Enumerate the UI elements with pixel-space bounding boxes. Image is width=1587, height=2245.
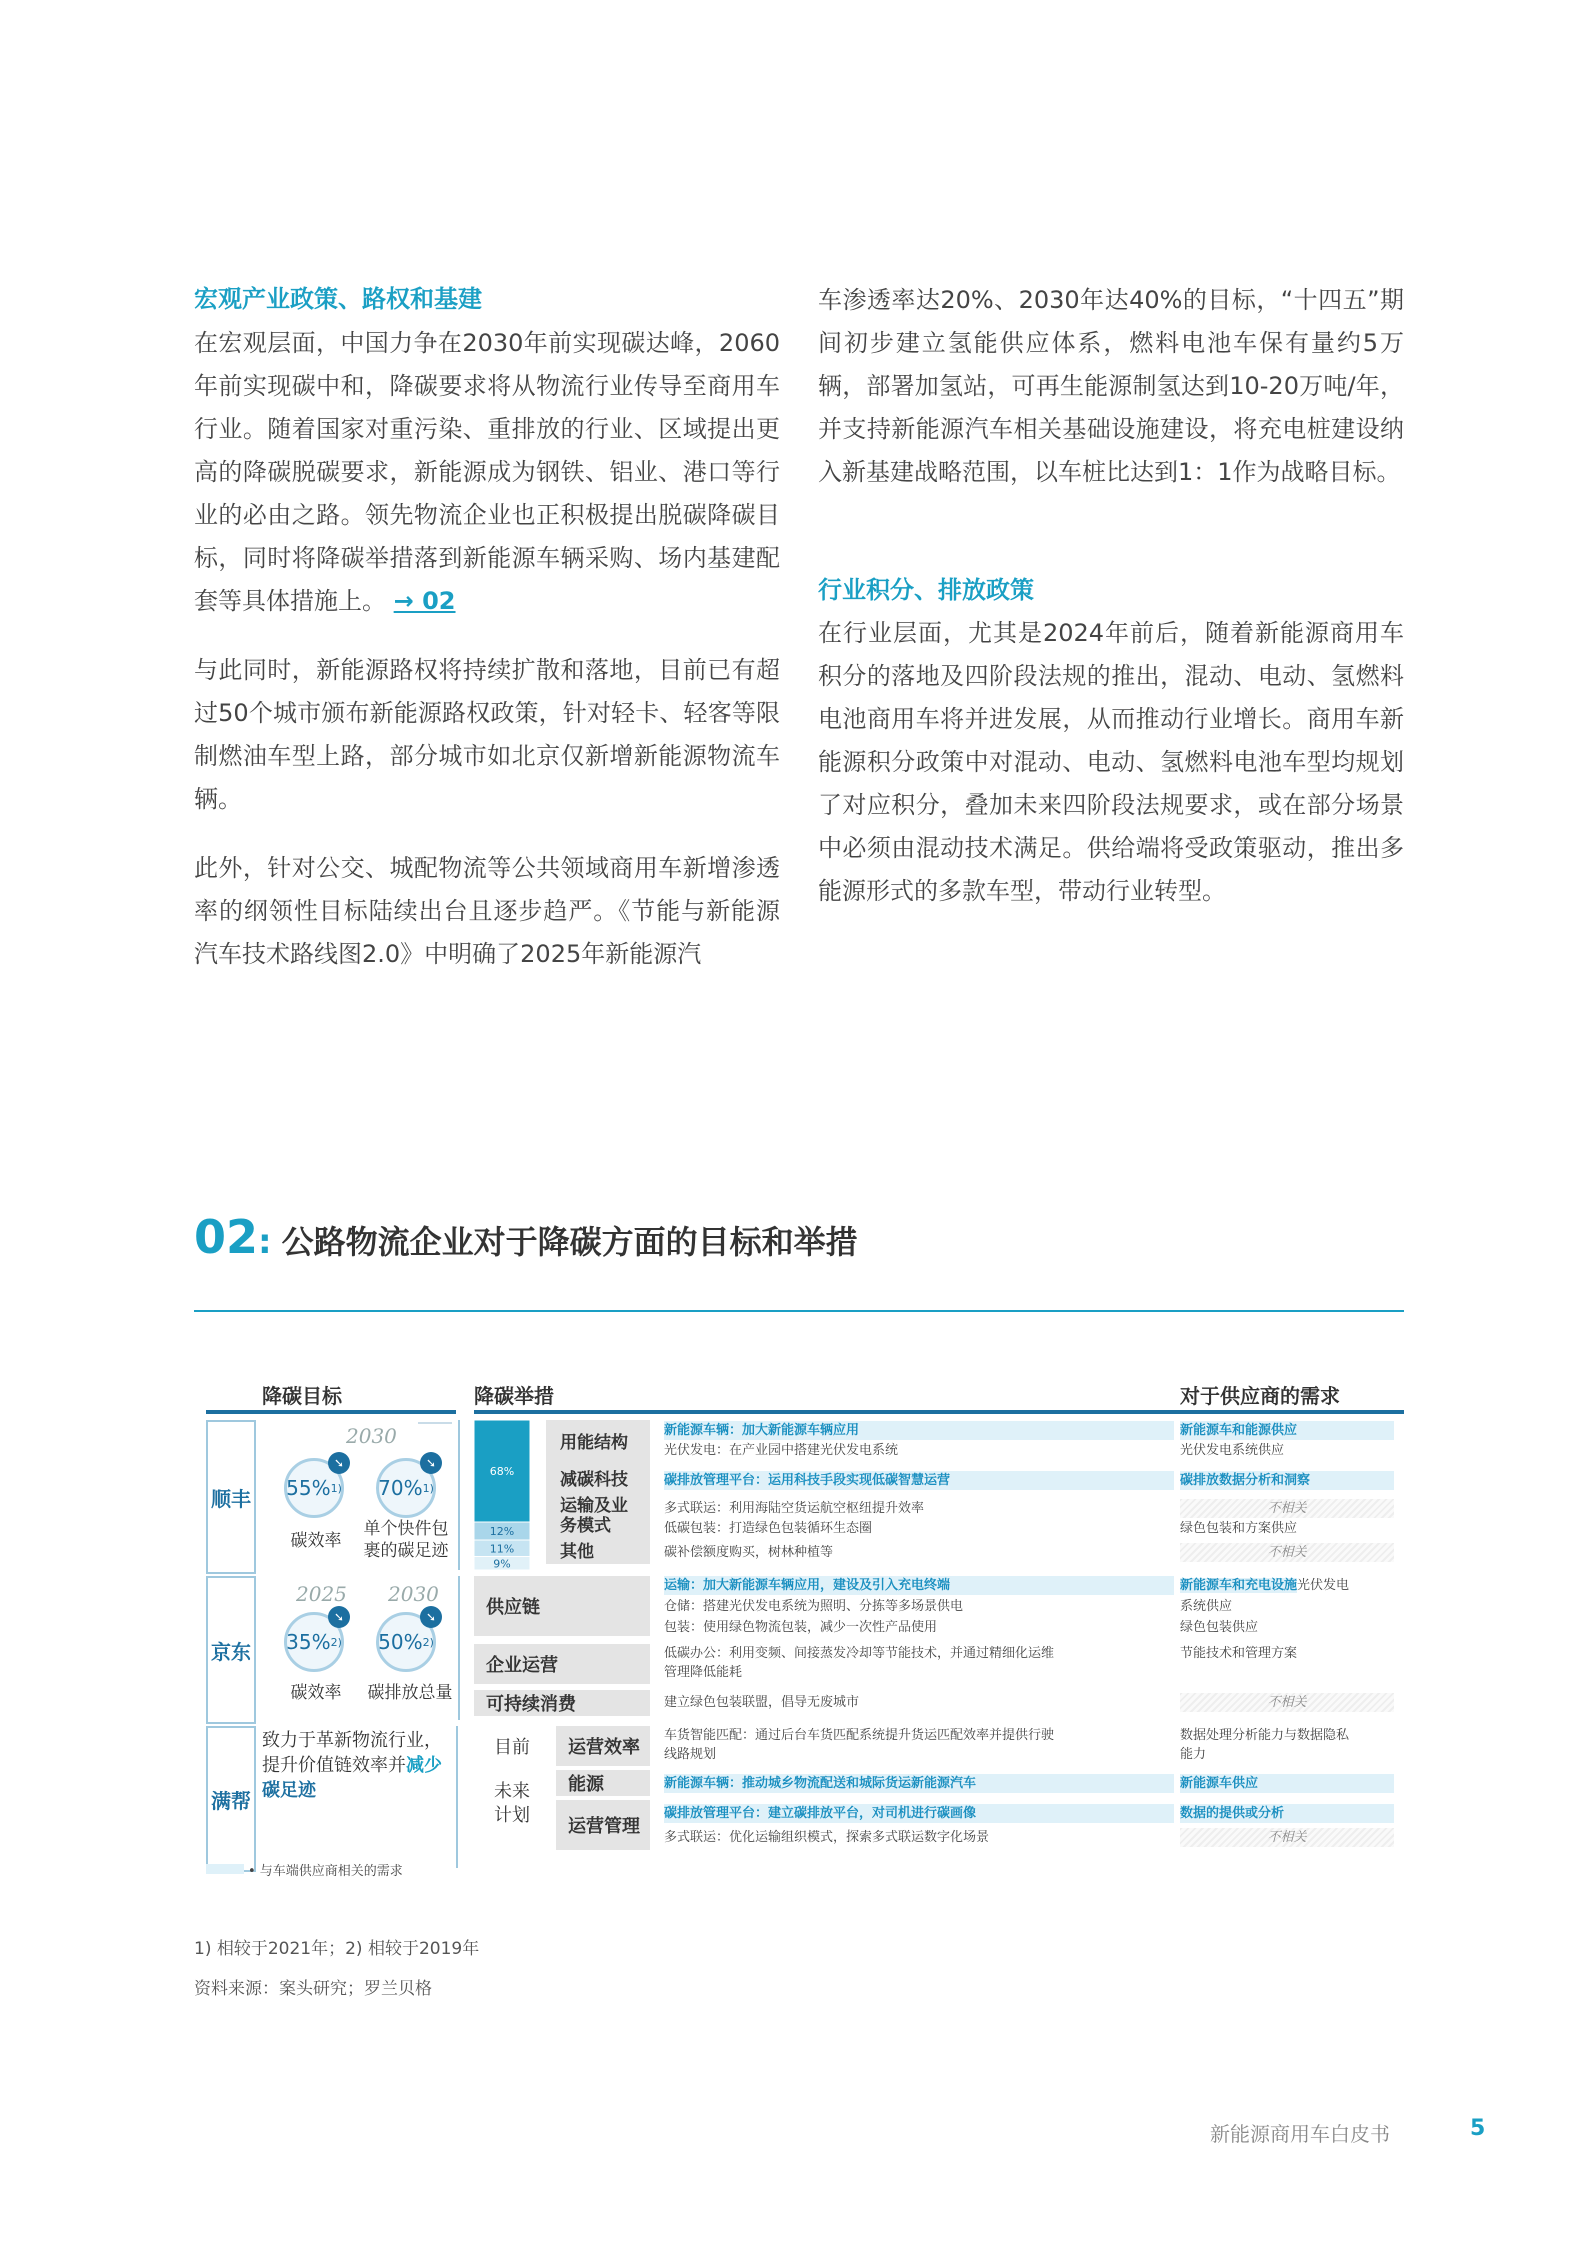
source-note: 资料来源：案头研究；罗兰贝格 bbox=[194, 1979, 432, 1999]
figure-title bbox=[194, 1210, 858, 1264]
category-efficiency: 运营效率 bbox=[556, 1726, 650, 1766]
label-future-plan: 未来 计划 bbox=[494, 1781, 530, 1826]
figure-divider bbox=[194, 1310, 1404, 1312]
label-current: 目前 bbox=[494, 1737, 530, 1758]
right-column-text bbox=[818, 279, 1404, 520]
measure-carbon-platform: 碳排放管理平台：运用科技手段实现低碳智慧运营 bbox=[664, 1471, 1174, 1490]
need-green-packaging: 绿色包装供应 bbox=[1180, 1620, 1259, 1635]
goal-circle-1: 35% 2) bbox=[284, 1612, 344, 1672]
need-ev-charging: 新能源车和充电设施光伏发电 bbox=[1180, 1578, 1350, 1593]
need-not-relevant: 不相关 bbox=[1180, 1828, 1394, 1847]
column-header-measures: 降碳举措 bbox=[474, 1384, 554, 1408]
company-name-jd: 京东 bbox=[211, 1639, 251, 1664]
arrow-icon: ➘ bbox=[328, 1452, 350, 1474]
need-carbon-data: 碳排放数据分析和洞察 bbox=[1180, 1471, 1394, 1490]
need-data-analysis: 数据的提供或分析 bbox=[1180, 1804, 1394, 1823]
category-sustainable-consumption: 可持续消费 bbox=[474, 1690, 650, 1716]
need-ev-supply: 新能源车供应 bbox=[1180, 1774, 1394, 1793]
section-heading-macro-policy: 宏观产业政策、路权和基建 bbox=[194, 285, 482, 313]
need-solar-supply: 光伏发电系统供应 bbox=[1180, 1443, 1285, 1458]
figure-colon: : bbox=[258, 1222, 272, 1262]
column-header-needs: 对于供应商的需求 bbox=[1180, 1384, 1340, 1408]
category-supply-chain: 供应链 bbox=[474, 1576, 650, 1636]
arrow-icon: ➘ bbox=[420, 1452, 442, 1474]
company-box-jd bbox=[206, 1576, 256, 1724]
measure-share-bar bbox=[474, 1420, 538, 1570]
goal-label-1: 碳效率 bbox=[290, 1683, 342, 1703]
left-column-text bbox=[194, 322, 780, 1002]
need-not-relevant: 不相关 bbox=[1180, 1693, 1394, 1712]
bar-segment-label: 68% bbox=[489, 1465, 515, 1478]
company-name-shunfeng: 顺丰 bbox=[211, 1486, 251, 1511]
measure-smart-matching: 车货智能匹配：通过后台车货匹配系统提升货运匹配效率并提供行驶 线路规划 bbox=[664, 1728, 1055, 1762]
category-carbon-tech: 减碳科技 bbox=[560, 1470, 628, 1490]
measure-green-packaging: 低碳包装：打造绿色包装循环生态圈 bbox=[664, 1521, 873, 1536]
measure-offset: 碳补偿额度购买，树林种植等 bbox=[664, 1545, 834, 1560]
goals-header-rule bbox=[206, 1410, 456, 1414]
category-operations: 企业运营 bbox=[474, 1644, 650, 1684]
section-heading-industry-credits: 行业积分、排放政策 bbox=[818, 576, 1034, 604]
legend-text: • 与车端供应商相关的需求 bbox=[248, 1864, 403, 1879]
need-not-relevant: 不相关 bbox=[1180, 1499, 1394, 1518]
measure-multimodal: 多式联运：利用海陆空货运航空枢纽提升效率 bbox=[664, 1501, 925, 1516]
goal-circle-2: 50% 2) bbox=[376, 1612, 436, 1672]
paragraph-industry: 在行业层面，尤其是2024年前后，随着新能源商用车积分的落地及四阶段法规的推出，混动、电动、氢燃料电池商用车将并进发展，从而推动行业增长。商用车新能源积分政策中对混动、电动、氢燃料电池车型均规划了对应积分，叠加未来四阶段法规要求，或在部分场景中必须由混动技术满足。供给端将受政策驱动，推出多能源形式的多款车型，带动行业转型。 bbox=[818, 619, 1404, 905]
column-header-goals: 降碳目标 bbox=[262, 1384, 342, 1408]
measure-packaging: 包装：使用绿色物流包装，减少一次性产品使用 bbox=[664, 1620, 938, 1635]
measure-multimodal: 多式联运：优化运输组织模式，探索多式联运数字化场景 bbox=[664, 1830, 990, 1845]
measure-warehouse: 仓储：搭建光伏发电系统为照明、分拣等多场景供电 bbox=[664, 1599, 964, 1614]
category-other: 其他 bbox=[560, 1542, 594, 1562]
footnote: 1) 相较于2021年；2) 相较于2019年 bbox=[194, 1939, 480, 1959]
bar-segment-label: 9% bbox=[493, 1557, 511, 1570]
jd-goals bbox=[258, 1576, 460, 1720]
goal-label-2: 碳排放总量 bbox=[367, 1683, 453, 1703]
measure-carbon-platform: 碳排放管理平台：建立碳排放平台，对司机进行碳画像 bbox=[664, 1804, 1174, 1823]
shunfeng-goals bbox=[258, 1420, 460, 1570]
category-operation-management: 运营管理 bbox=[556, 1800, 650, 1850]
figure-number: 02 bbox=[194, 1210, 259, 1264]
manbang-goal: 致力于革新物流行业， 提升价值链效率并减少 碳足迹 bbox=[262, 1730, 442, 1801]
goal-divider bbox=[456, 1726, 458, 1868]
company-name-manbang: 满帮 bbox=[211, 1788, 251, 1813]
arrow-icon: ➘ bbox=[420, 1606, 442, 1628]
need-energy-saving: 节能技术和管理方案 bbox=[1180, 1646, 1298, 1661]
bar-segment-label: 12% bbox=[489, 1525, 515, 1538]
company-box-manbang bbox=[206, 1726, 256, 1872]
year-2025: 2025 bbox=[296, 1582, 347, 1606]
goal-circle-1: 55% 1) bbox=[284, 1458, 344, 1518]
need-data-processing: 数据处理分析能力与数据隐私 能力 bbox=[1180, 1728, 1350, 1762]
measure-transport: 运输：加大新能源车辆应用，建设及引入充电终端 bbox=[664, 1576, 1174, 1595]
category-energy-structure: 用能结构 bbox=[560, 1433, 628, 1453]
measures-header-rule bbox=[474, 1410, 1404, 1414]
company-box-shunfeng bbox=[206, 1420, 256, 1574]
need-system-supply: 系统供应 bbox=[1180, 1599, 1233, 1614]
year-2030: 2030 bbox=[388, 1582, 439, 1606]
need-not-relevant: 不相关 bbox=[1180, 1543, 1394, 1562]
measure-green-alliance: 建立绿色包装联盟，倡导无废城市 bbox=[664, 1695, 860, 1710]
need-green-packaging: 绿色包装和方案供应 bbox=[1180, 1521, 1298, 1536]
paragraph-macro: 在宏观层面，中国力争在2030年前实现碳达峰，2060年前实现碳中和，降碳要求将从物流行业传导至商用车行业。随着国家对重污染、重排放的行业、区域提出更高的降碳脱碳要求，新能源成为钢铁、铝业、港口等行业的必由之路。领先物流企业也正积极提出脱碳降碳目标，同时将降碳举措落到新能源车辆采购、场内基建配套等具体措施上。 → 02 bbox=[194, 329, 780, 615]
measure-new-energy-vehicles: 新能源车辆：推动城乡物流配送和城际货运新能源汽车 bbox=[664, 1774, 1174, 1793]
footer-title: 新能源商用车白皮书 bbox=[1210, 2122, 1390, 2146]
paragraph-targets: 此外，针对公交、城配物流等公共领域商用车新增渗透率的纲领性目标陆续出台且逐步趋严。《节能与新能源汽车技术路线图2.0》中明确了2025年新能源汽 bbox=[194, 854, 780, 968]
year-rule bbox=[418, 1422, 452, 1424]
need-ev-energy: 新能源车和能源供应 bbox=[1180, 1421, 1394, 1440]
category-energy: 能源 bbox=[556, 1770, 650, 1796]
measure-solar: 光伏发电：在产业园中搭建光伏发电系统 bbox=[664, 1443, 899, 1458]
page-number: 5 bbox=[1470, 2116, 1486, 2141]
goal-label-2: 单个快件包 裹的碳足迹 bbox=[363, 1519, 449, 1561]
goal-circle-2: 70% 1) bbox=[376, 1458, 436, 1518]
arrow-icon: ➘ bbox=[328, 1606, 350, 1628]
paragraph-road-rights: 与此同时，新能源路权将持续扩散和落地，目前已有超过50个城市颁布新能源路权政策，针对轻卡、轻客等限制燃油车型上路，部分城市如北京仅新增新能源物流车辆。 bbox=[194, 656, 780, 813]
legend-swatch bbox=[206, 1864, 244, 1874]
paragraph-targets-cont: 车渗透率达20%、2030年达40%的目标，“十四五”期间初步建立氢能供应体系，燃料电池车保有量约5万辆，部署加氢站，可再生能源制氢达到10-20万吨/年，并支持新能源汽车相关基础设施建设，将充电桩建设纳入新基建战略范围，以车桩比达到1：1作为战略目标。 bbox=[818, 286, 1404, 486]
measure-low-carbon-office: 低碳办公：利用变频、间接蒸发冷却等节能技术，并通过精细化运维 管理降低能耗 bbox=[664, 1646, 1055, 1680]
year-2030: 2030 bbox=[346, 1424, 397, 1448]
figure-title-text: 公路物流企业对于降碳方面的目标和举措 bbox=[281, 1223, 858, 1261]
measure-new-energy-vehicles: 新能源车辆：加大新能源车辆应用 bbox=[664, 1421, 1174, 1440]
goal-label-1: 碳效率 bbox=[290, 1531, 342, 1551]
category-transport-mode: 运输及业 务模式 bbox=[560, 1496, 628, 1536]
bar-segment-label: 11% bbox=[489, 1542, 515, 1556]
figure-reference-link[interactable]: → 02 bbox=[393, 587, 456, 615]
right-column-text-2 bbox=[818, 612, 1404, 939]
